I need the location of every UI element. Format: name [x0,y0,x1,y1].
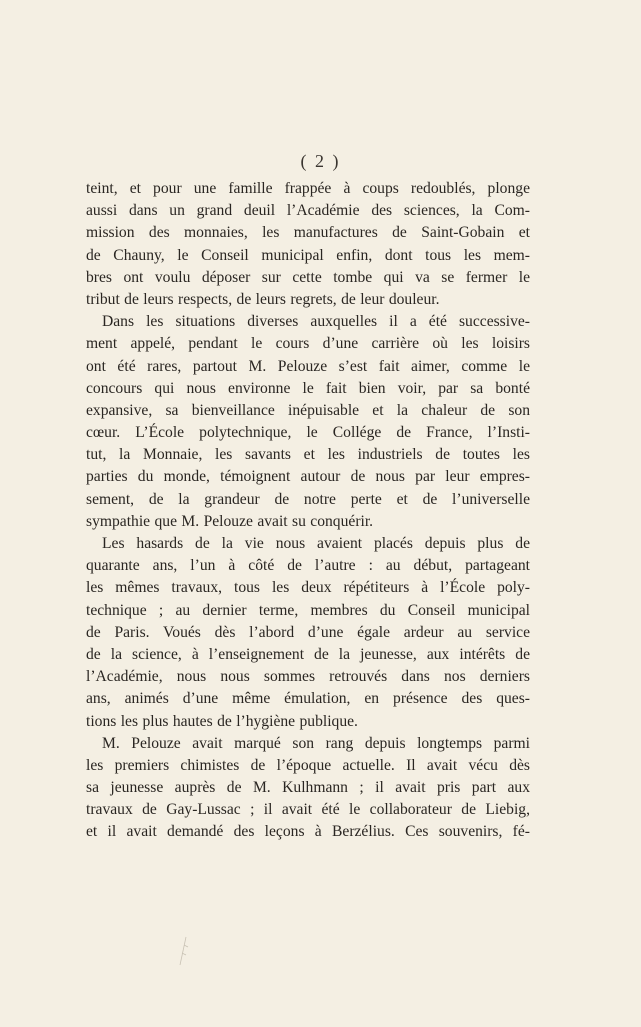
text-line: l’Académie, nous nous sommes retrouvés dans nos derniers [86,668,530,686]
text-line: et il avait demandé des leçons à Berzélius. Ces souvenirs, fé- [86,823,530,841]
text-line: ment appelé, pendant le cours d’une carrière où les loisirs [86,335,530,353]
text-line: sement, de la grandeur de notre perte et de l’universelle [86,490,530,508]
text-line: quarante ans, l’un à côté de l’autre : au début, partageant [86,557,530,575]
text-line: Les hasards de la vie nous avaient placés depuis plus de [102,535,530,552]
text-line: tions les plus hautes de l’hygiène publique. [86,712,358,730]
text-line: les mêmes travaux, tous les deux répétiteurs à l’École poly- [86,579,530,597]
text-line: les premiers chimistes de l’époque actuelle. Il avait vécu dès [86,756,530,774]
text-line: ont été rares, partout M. Pelouze s’est fait aimer, comme le [86,357,530,375]
text-line: M. Pelouze avait marqué son rang depuis longtemps parmi [102,734,530,752]
text-line: technique ; au dernier terme, membres du Conseil municipal [86,601,530,619]
paragraph [86,178,530,311]
pencil-mark-icon [176,935,190,967]
text-line: de la science, à l’enseignement de la jeunesse, aux intérêts de [86,645,530,663]
text-line: expansive, sa bienveillance inépuisable et la chaleur de son [86,401,530,419]
text-line: mission des monnaies, les manufactures de Saint-Gobain et [86,224,530,242]
paragraph [86,733,530,844]
text-line: concours qui nous environne le fait bien voir, par sa bonté [86,379,530,397]
text-line: tut, la Monnaie, les savants et les industriels de toutes les [86,446,530,464]
text-line: de Chauny, le Conseil municipal enfin, dont tous les mem- [86,246,530,264]
text-line: travaux de Gay-Lussac ; il avait été le collaborateur de Liebig, [86,801,530,819]
text-line: cœur. L’École polytechnique, le Collége de France, l’Insti- [86,424,530,442]
text-line: tribut de leurs respects, de leurs regrets, de leur douleur. [86,290,440,308]
paragraph [86,533,530,733]
page-number: ( 2 ) [300,151,341,171]
body-text [86,178,530,844]
text-line: bres ont voulu déposer sur cette tombe qui va se fermer le [86,268,530,286]
text-line: sa jeunesse auprès de M. Kulhmann ; il avait pris part aux [86,779,530,797]
text-line: sympathie que M. Pelouze avait su conquérir. [86,512,374,530]
text-line: ans, animés d’une même émulation, en présence des ques- [86,690,530,708]
text-line: aussi dans un grand deuil l’Académie des sciences, la Com- [86,202,530,220]
text-line: de Paris. Voués dès l’abord d’une égale ardeur au service [86,623,530,641]
text-line: parties du monde, témoignent autour de nous par leur empres- [86,468,530,486]
text-line: Dans les situations diverses auxquelles il a été successive- [102,313,530,331]
text-line: teint, et pour une famille frappée à coups redoublés, plonge [86,180,530,197]
paragraph [86,311,530,533]
